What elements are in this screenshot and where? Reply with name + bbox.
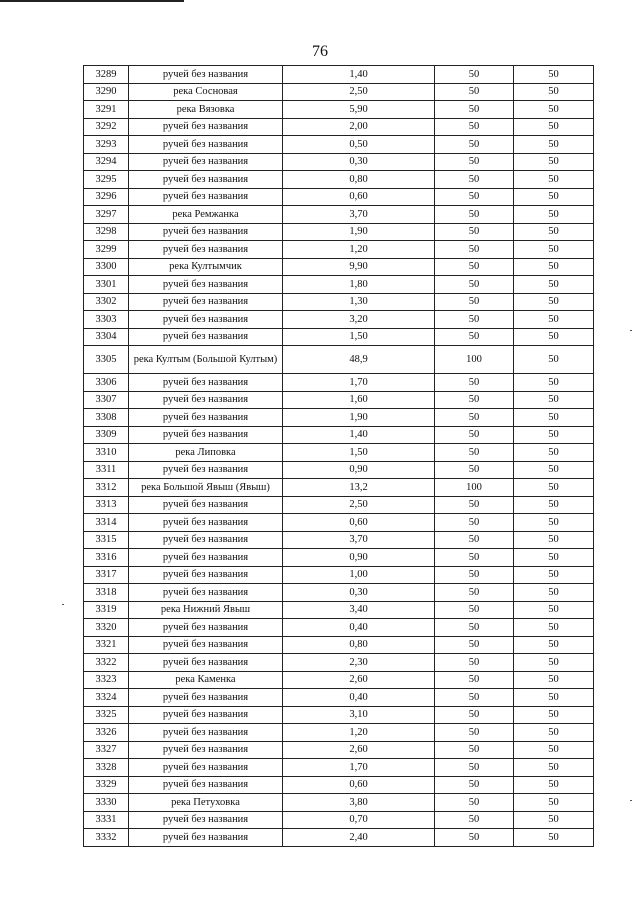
cell-water-protection-zone: 50 [435,601,514,619]
cell-water-protection-zone: 50 [435,328,514,346]
cell-water-protection-zone: 50 [435,741,514,759]
rivers-table [83,65,594,847]
cell-length-km: 1,50 [283,444,435,462]
cell-row-number: 3331 [84,811,129,829]
cell-water-protection-zone: 50 [435,118,514,136]
cell-length-km: 1,70 [283,374,435,392]
cell-watercourse-name: ручей без названия [129,759,283,777]
cell-length-km: 0,90 [283,549,435,567]
cell-watercourse-name: река Нижний Явыш [129,601,283,619]
cell-water-protection-zone: 50 [435,829,514,847]
table-row [84,496,594,514]
cell-coastal-strip: 50 [514,409,594,427]
cell-watercourse-name: ручей без названия [129,136,283,154]
cell-coastal-strip: 50 [514,118,594,136]
cell-coastal-strip: 50 [514,311,594,329]
cell-length-km: 5,90 [283,101,435,119]
table-row [84,461,594,479]
cell-coastal-strip: 50 [514,276,594,294]
cell-watercourse-name: ручей без названия [129,689,283,707]
table-row [84,101,594,119]
cell-coastal-strip: 50 [514,391,594,409]
cell-water-protection-zone: 50 [435,549,514,567]
cell-watercourse-name: ручей без названия [129,636,283,654]
table-row [84,794,594,812]
table-row [84,671,594,689]
cell-coastal-strip: 50 [514,759,594,777]
cell-water-protection-zone: 50 [435,374,514,392]
cell-row-number: 3332 [84,829,129,847]
cell-row-number: 3297 [84,206,129,224]
cell-coastal-strip: 50 [514,531,594,549]
cell-coastal-strip: 50 [514,206,594,224]
cell-water-protection-zone: 50 [435,706,514,724]
cell-row-number: 3301 [84,276,129,294]
cell-watercourse-name: ручей без названия [129,171,283,189]
cell-coastal-strip: 50 [514,293,594,311]
table-row [84,514,594,532]
cell-water-protection-zone: 50 [435,276,514,294]
table-row [84,426,594,444]
table-row [84,829,594,847]
table-row [84,241,594,259]
cell-watercourse-name: река Култымчик [129,258,283,276]
cell-coastal-strip: 50 [514,706,594,724]
rivers-table-body [84,66,594,847]
cell-coastal-strip: 50 [514,549,594,567]
cell-length-km: 0,70 [283,811,435,829]
table-row [84,654,594,672]
cell-row-number: 3302 [84,293,129,311]
cell-coastal-strip: 50 [514,776,594,794]
cell-row-number: 3299 [84,241,129,259]
cell-water-protection-zone: 50 [435,136,514,154]
cell-watercourse-name: ручей без названия [129,374,283,392]
table-row [84,293,594,311]
cell-water-protection-zone: 50 [435,794,514,812]
cell-water-protection-zone: 50 [435,188,514,206]
cell-watercourse-name: ручей без названия [129,66,283,84]
cell-coastal-strip: 50 [514,83,594,101]
table-row [84,391,594,409]
cell-water-protection-zone: 50 [435,689,514,707]
scan-speck [62,604,64,605]
cell-watercourse-name: ручей без названия [129,496,283,514]
cell-row-number: 3330 [84,794,129,812]
cell-length-km: 2,50 [283,83,435,101]
cell-water-protection-zone: 50 [435,66,514,84]
cell-row-number: 3312 [84,479,129,497]
cell-water-protection-zone: 100 [435,479,514,497]
cell-row-number: 3293 [84,136,129,154]
table-row [84,811,594,829]
cell-coastal-strip: 50 [514,636,594,654]
cell-water-protection-zone: 50 [435,391,514,409]
cell-row-number: 3320 [84,619,129,637]
cell-coastal-strip: 50 [514,461,594,479]
table-row [84,311,594,329]
table-row [84,223,594,241]
cell-length-km: 0,40 [283,689,435,707]
cell-length-km: 2,50 [283,496,435,514]
cell-row-number: 3309 [84,426,129,444]
cell-length-km: 1,20 [283,241,435,259]
table-row [84,706,594,724]
cell-water-protection-zone: 50 [435,153,514,171]
cell-row-number: 3291 [84,101,129,119]
cell-row-number: 3313 [84,496,129,514]
cell-row-number: 3319 [84,601,129,619]
cell-length-km: 9,90 [283,258,435,276]
cell-coastal-strip: 50 [514,794,594,812]
scan-speck [630,330,632,331]
cell-length-km: 1,40 [283,426,435,444]
cell-coastal-strip: 50 [514,223,594,241]
table-row [84,724,594,742]
cell-watercourse-name: река Култым (Большой Култым) [129,346,283,374]
cell-row-number: 3295 [84,171,129,189]
cell-watercourse-name: река Липовка [129,444,283,462]
cell-water-protection-zone: 50 [435,654,514,672]
table-row [84,374,594,392]
cell-coastal-strip: 50 [514,444,594,462]
cell-length-km: 3,70 [283,531,435,549]
cell-watercourse-name: ручей без названия [129,223,283,241]
cell-length-km: 0,30 [283,584,435,602]
cell-row-number: 3300 [84,258,129,276]
page-number: 76 [312,43,328,60]
cell-length-km: 0,60 [283,188,435,206]
cell-length-km: 1,00 [283,566,435,584]
table-row [84,531,594,549]
cell-coastal-strip: 50 [514,566,594,584]
cell-water-protection-zone: 50 [435,514,514,532]
cell-watercourse-name: ручей без названия [129,514,283,532]
cell-coastal-strip: 50 [514,654,594,672]
table-row [84,479,594,497]
cell-water-protection-zone: 50 [435,83,514,101]
cell-watercourse-name: ручей без названия [129,461,283,479]
cell-watercourse-name: река Ремжанка [129,206,283,224]
cell-watercourse-name: ручей без названия [129,293,283,311]
cell-watercourse-name: река Петуховка [129,794,283,812]
cell-coastal-strip: 50 [514,346,594,374]
cell-coastal-strip: 50 [514,479,594,497]
cell-length-km: 2,60 [283,741,435,759]
cell-row-number: 3305 [84,346,129,374]
cell-water-protection-zone: 50 [435,566,514,584]
cell-coastal-strip: 50 [514,153,594,171]
cell-water-protection-zone: 50 [435,258,514,276]
table-row [84,66,594,84]
cell-length-km: 2,60 [283,671,435,689]
cell-row-number: 3289 [84,66,129,84]
cell-length-km: 2,40 [283,829,435,847]
cell-row-number: 3292 [84,118,129,136]
cell-row-number: 3327 [84,741,129,759]
cell-watercourse-name: ручей без названия [129,741,283,759]
cell-length-km: 0,60 [283,514,435,532]
table-row [84,188,594,206]
cell-row-number: 3315 [84,531,129,549]
cell-water-protection-zone: 50 [435,206,514,224]
cell-length-km: 48,9 [283,346,435,374]
cell-watercourse-name: ручей без названия [129,584,283,602]
cell-watercourse-name: ручей без названия [129,409,283,427]
cell-water-protection-zone: 50 [435,293,514,311]
cell-watercourse-name: ручей без названия [129,811,283,829]
cell-water-protection-zone: 50 [435,636,514,654]
cell-watercourse-name: ручей без названия [129,188,283,206]
cell-coastal-strip: 50 [514,258,594,276]
cell-watercourse-name: ручей без названия [129,391,283,409]
cell-watercourse-name: ручей без названия [129,531,283,549]
cell-length-km: 3,10 [283,706,435,724]
cell-length-km: 13,2 [283,479,435,497]
cell-coastal-strip: 50 [514,514,594,532]
table-row [84,619,594,637]
table-row [84,153,594,171]
cell-length-km: 0,30 [283,153,435,171]
cell-water-protection-zone: 50 [435,311,514,329]
cell-coastal-strip: 50 [514,811,594,829]
cell-coastal-strip: 50 [514,601,594,619]
cell-coastal-strip: 50 [514,171,594,189]
cell-coastal-strip: 50 [514,741,594,759]
cell-length-km: 2,30 [283,654,435,672]
cell-row-number: 3310 [84,444,129,462]
cell-row-number: 3314 [84,514,129,532]
cell-coastal-strip: 50 [514,328,594,346]
cell-watercourse-name: ручей без названия [129,153,283,171]
cell-water-protection-zone: 50 [435,171,514,189]
cell-row-number: 3303 [84,311,129,329]
cell-watercourse-name: ручей без названия [129,619,283,637]
cell-length-km: 0,60 [283,776,435,794]
cell-length-km: 1,90 [283,409,435,427]
cell-water-protection-zone: 50 [435,759,514,777]
cell-length-km: 1,90 [283,223,435,241]
cell-water-protection-zone: 50 [435,461,514,479]
table-row [84,346,594,374]
cell-length-km: 0,80 [283,171,435,189]
table-row [84,118,594,136]
cell-row-number: 3321 [84,636,129,654]
cell-watercourse-name: река Большой Явыш (Явыш) [129,479,283,497]
cell-length-km: 0,50 [283,136,435,154]
cell-length-km: 2,00 [283,118,435,136]
table-row [84,584,594,602]
table-row [84,636,594,654]
cell-row-number: 3296 [84,188,129,206]
cell-watercourse-name: ручей без названия [129,118,283,136]
cell-row-number: 3317 [84,566,129,584]
cell-coastal-strip: 50 [514,689,594,707]
cell-length-km: 3,80 [283,794,435,812]
cell-water-protection-zone: 50 [435,584,514,602]
cell-watercourse-name: ручей без названия [129,654,283,672]
cell-row-number: 3329 [84,776,129,794]
cell-coastal-strip: 50 [514,188,594,206]
table-row [84,741,594,759]
table-row [84,601,594,619]
cell-water-protection-zone: 50 [435,444,514,462]
cell-watercourse-name: ручей без названия [129,328,283,346]
cell-row-number: 3304 [84,328,129,346]
cell-length-km: 0,40 [283,619,435,637]
cell-row-number: 3307 [84,391,129,409]
cell-coastal-strip: 50 [514,136,594,154]
cell-coastal-strip: 50 [514,619,594,637]
table-row [84,776,594,794]
table-row [84,171,594,189]
cell-water-protection-zone: 50 [435,426,514,444]
cell-length-km: 3,20 [283,311,435,329]
cell-row-number: 3324 [84,689,129,707]
cell-row-number: 3326 [84,724,129,742]
cell-water-protection-zone: 50 [435,496,514,514]
cell-watercourse-name: ручей без названия [129,276,283,294]
cell-row-number: 3318 [84,584,129,602]
cell-length-km: 0,90 [283,461,435,479]
table-row [84,549,594,567]
table-row [84,276,594,294]
top-border-rule [0,0,184,2]
cell-water-protection-zone: 50 [435,671,514,689]
cell-row-number: 3294 [84,153,129,171]
cell-watercourse-name: ручей без названия [129,241,283,259]
table-row [84,566,594,584]
cell-length-km: 1,30 [283,293,435,311]
cell-length-km: 0,80 [283,636,435,654]
cell-water-protection-zone: 50 [435,241,514,259]
table-row [84,136,594,154]
cell-row-number: 3290 [84,83,129,101]
table-row [84,444,594,462]
table-row [84,258,594,276]
cell-length-km: 1,20 [283,724,435,742]
table-row [84,689,594,707]
cell-row-number: 3328 [84,759,129,777]
cell-water-protection-zone: 50 [435,409,514,427]
cell-coastal-strip: 50 [514,426,594,444]
cell-length-km: 3,40 [283,601,435,619]
cell-row-number: 3306 [84,374,129,392]
cell-length-km: 3,70 [283,206,435,224]
cell-watercourse-name: река Каменка [129,671,283,689]
table-row [84,409,594,427]
cell-coastal-strip: 50 [514,496,594,514]
cell-watercourse-name: река Вязовка [129,101,283,119]
cell-water-protection-zone: 50 [435,531,514,549]
cell-watercourse-name: ручей без названия [129,776,283,794]
cell-coastal-strip: 50 [514,66,594,84]
cell-row-number: 3322 [84,654,129,672]
cell-row-number: 3325 [84,706,129,724]
cell-watercourse-name: ручей без названия [129,724,283,742]
cell-water-protection-zone: 100 [435,346,514,374]
cell-coastal-strip: 50 [514,584,594,602]
cell-length-km: 1,60 [283,391,435,409]
cell-water-protection-zone: 50 [435,619,514,637]
cell-water-protection-zone: 50 [435,776,514,794]
cell-water-protection-zone: 50 [435,724,514,742]
scan-speck [630,800,632,801]
table-row [84,206,594,224]
cell-watercourse-name: ручей без названия [129,311,283,329]
cell-coastal-strip: 50 [514,671,594,689]
cell-coastal-strip: 50 [514,101,594,119]
cell-row-number: 3323 [84,671,129,689]
cell-watercourse-name: ручей без названия [129,829,283,847]
cell-length-km: 1,40 [283,66,435,84]
cell-watercourse-name: ручей без названия [129,549,283,567]
cell-watercourse-name: ручей без названия [129,566,283,584]
cell-coastal-strip: 50 [514,724,594,742]
cell-watercourse-name: река Сосновая [129,83,283,101]
cell-coastal-strip: 50 [514,374,594,392]
cell-coastal-strip: 50 [514,241,594,259]
cell-row-number: 3311 [84,461,129,479]
table-row [84,759,594,777]
cell-water-protection-zone: 50 [435,811,514,829]
cell-row-number: 3308 [84,409,129,427]
cell-water-protection-zone: 50 [435,223,514,241]
cell-row-number: 3316 [84,549,129,567]
cell-watercourse-name: ручей без названия [129,706,283,724]
table-row [84,328,594,346]
table-row [84,83,594,101]
cell-row-number: 3298 [84,223,129,241]
cell-length-km: 1,50 [283,328,435,346]
cell-length-km: 1,80 [283,276,435,294]
cell-watercourse-name: ручей без названия [129,426,283,444]
cell-water-protection-zone: 50 [435,101,514,119]
cell-coastal-strip: 50 [514,829,594,847]
cell-length-km: 1,70 [283,759,435,777]
